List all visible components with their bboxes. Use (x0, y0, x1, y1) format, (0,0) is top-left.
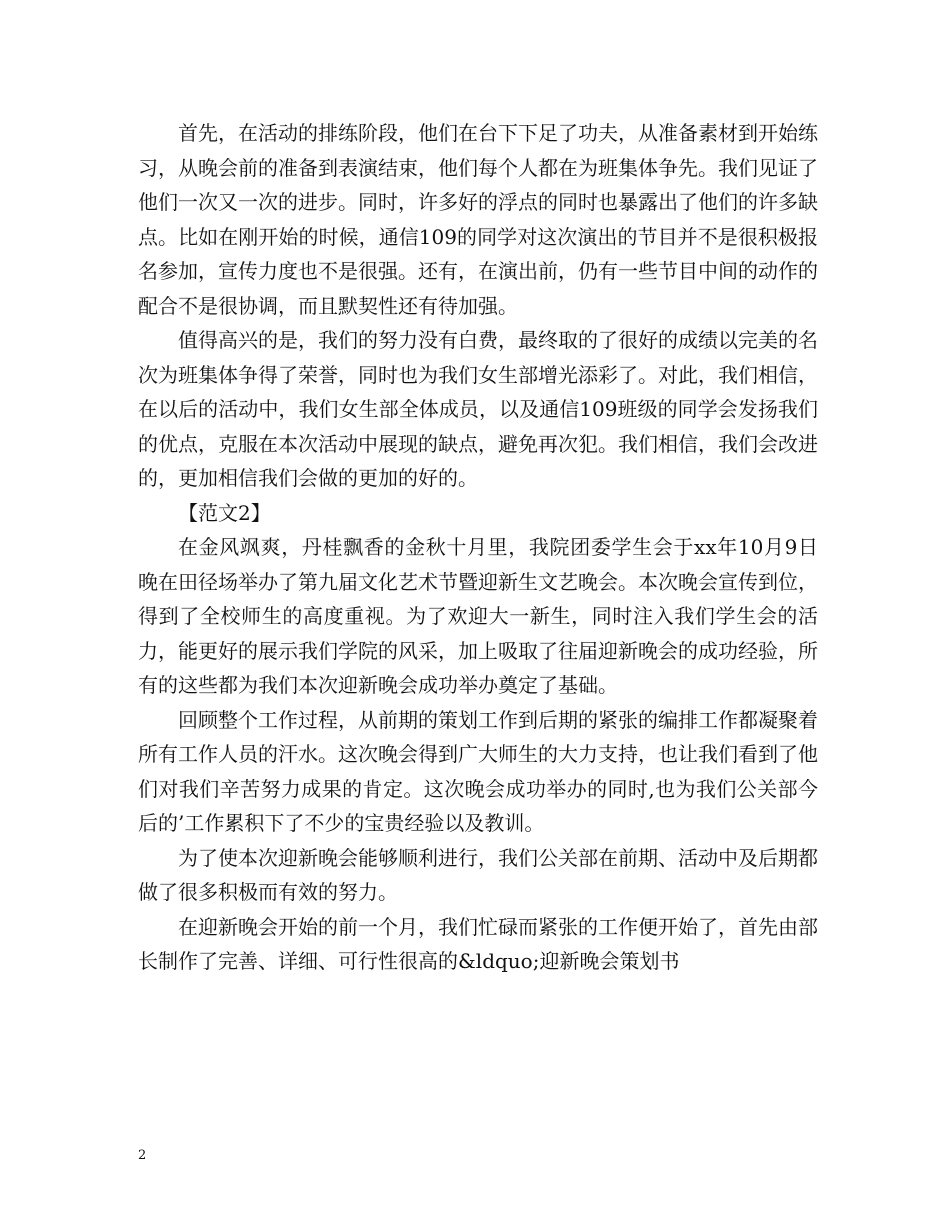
page-number: 2 (138, 1148, 147, 1163)
paragraph-4: 回顾整个工作过程，从前期的策划工作到后期的紧张的编排工作都凝聚着所有工作人员的汗水。这次晚会得到广大师生的大力支持，也让我们看到了他们对我们辛苦努力成果的肯定。这次晚会成功举办的同时,也为我们公关部今后的’工作累积下了不少的宝贵经验以及教训。 (138, 707, 818, 835)
paragraph-6: 在迎新晚会开始的前一个月，我们忙碌而紧张的工作便开始了，首先由部长制作了完善、详细、可行性很高的&ldquo;迎新晚会策划书 (138, 914, 818, 973)
paragraph-2: 值得高兴的是，我们的努力没有白费，最终取的了很好的成绩以完美的名次为班集体争得了荣誉，同时也为我们女生部增光添彩了。对此，我们相信，在以后的活动中，我们女生部全体成员，以及通信109班级的同学会发扬我们的优点，克服在本次活动中展现的缺点，避免再次犯。我们相信，我们会改进的，更加相信我们会做的更加的好的。 (138, 328, 818, 490)
paragraph-1: 首先，在活动的排练阶段，他们在台下下足了功夫，从准备素材到开始练习，从晚会前的准备到表演结束，他们每个人都在为班集体争先。我们见证了他们一次又一次的进步。同时，许多好的浮点的同时也暴露出了他们的许多缺点。比如在刚开始的时候，通信109的同学对这次演出的节目并不是很积极报名参加，宣传力度也不是很强。还有，在演出前，仍有一些节目中间的动作的配合不是很协调，而且默契性还有待加强。 (138, 121, 818, 318)
paragraph-3: 在金风飒爽，丹桂飘香的金秋十月里，我院团委学生会于xx年10月9日晚在田径场举办了第九届文化艺术节暨迎新生文艺晚会。本次晚会宣传到位，得到了全校师生的高度重视。为了欢迎大一新生，同时注入我们学生会的活力，能更好的展示我们学院的风采，加上吸取了往届迎新晚会的成功经验，所有的这些都为我们本次迎新晚会成功举办奠定了基础。 (138, 535, 818, 697)
document-body (138, 116, 818, 979)
section-heading-example-2: 【范文2】 (178, 500, 271, 525)
paragraph-5: 为了使本次迎新晚会能够顺利进行，我们公关部在前期、活动中及后期都做了很多积极而有效的努力。 (138, 845, 818, 904)
